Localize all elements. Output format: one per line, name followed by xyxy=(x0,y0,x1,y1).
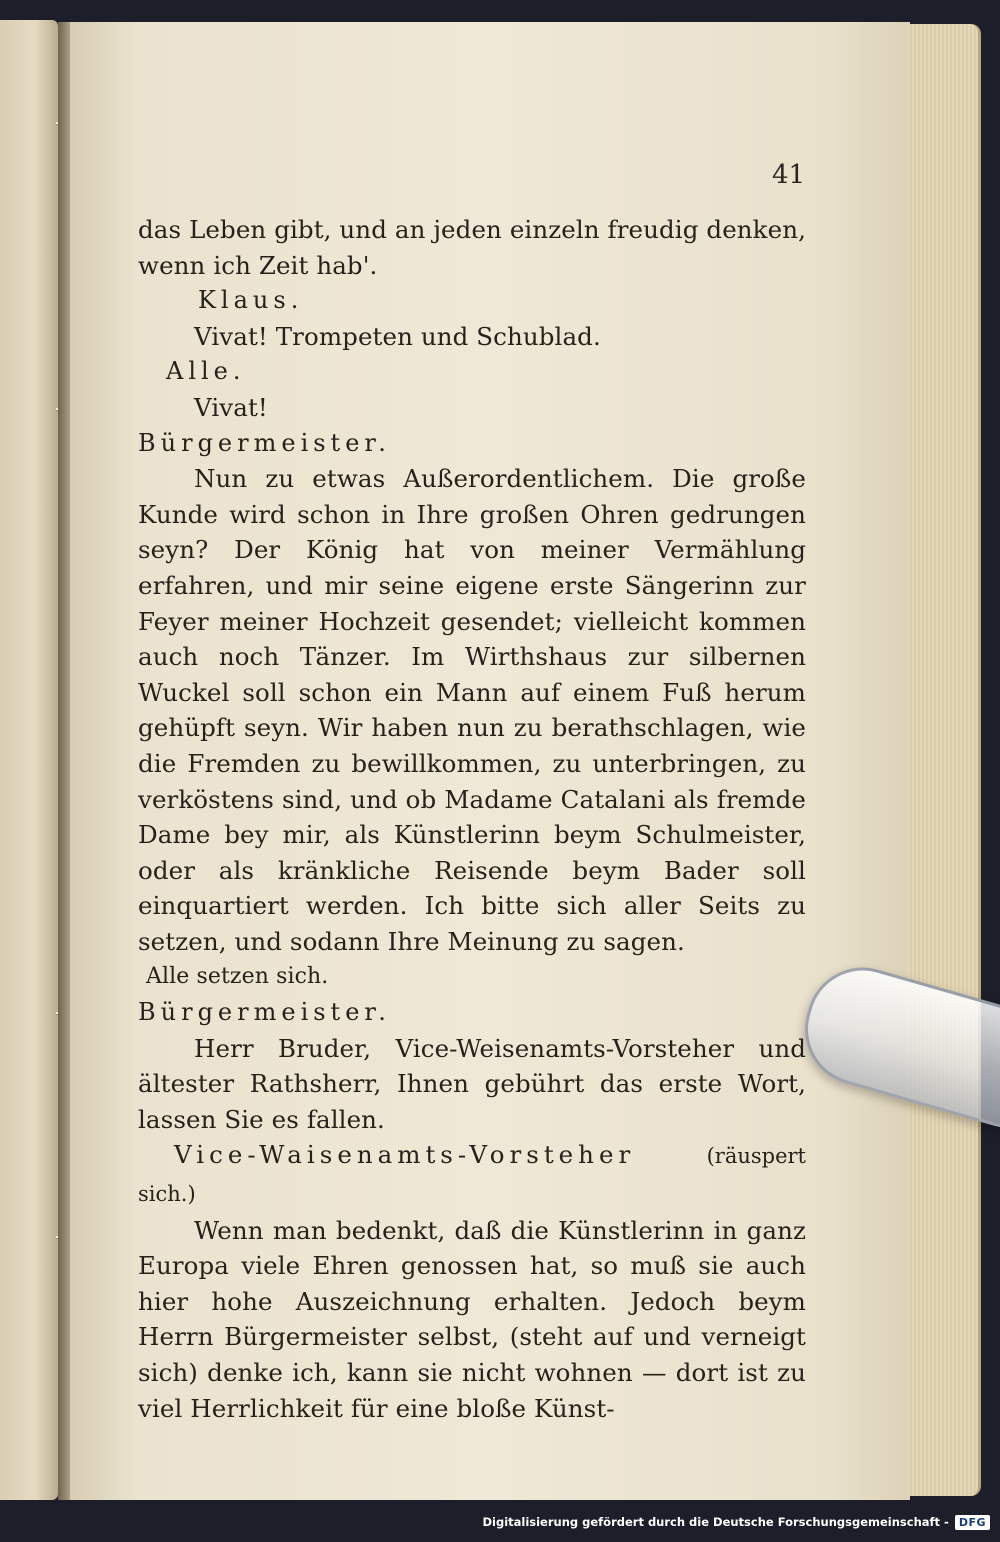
page-edges xyxy=(908,24,981,1496)
stage-direction: Alle setzen sich. xyxy=(146,964,329,990)
paragraph: Herr Bruder, Vice-Weisenamts-Vorsteher und ältester Rathsherr, Ihnen gebührt das erste Wort, lassen Sie es fallen. xyxy=(138,1033,806,1134)
paragraph: Wenn man bedenkt, daß die Künstlerinn in ganz Europa viele Ehren genossen hat, so muß sie auch hier hohe Auszeichnung erhalten. Jedoch beym Herrn Bürgermeister selbst, (steht auf und verneigt sich) denke ich, kann sie nicht wohnen — dort ist zu viel Herrlichkeit für eine bloße Künst- xyxy=(138,1215,806,1423)
paragraph: Vivat! Trompeten und Schublad. xyxy=(194,321,601,351)
left-page-edge xyxy=(0,20,58,1500)
footer-credit xyxy=(482,1505,990,1539)
stage-direction: (räuspert sich.) xyxy=(138,1144,806,1207)
dfg-logo: DFG xyxy=(955,1515,990,1530)
paragraph: Nun zu etwas Außerordentlichem. Die große Kunde wird schon in Ihre großen Ohren gedrungen seyn? Der König hat von meiner Vermählung erfahren, und mir seine eigene erste Sängerinn zur Feyer meiner Hochzeit gesendet; vielleicht kommen auch noch Tänzer. Im Wirthshaus zur silbernen Wuckel soll schon ein Mann auf einem Fuß herum gehüpft seyn. Wir haben nun zu berathschlagen, wie die Fremden zu bewillkommen, zu unterbringen, zu verköstens sind, und ob Madame Catalani als fremde Dame bey mir, als Künstlerinn beym Schulmeister, oder als kränkliche Reisende beym Bader soll einquartiert werden. Ich bitte sich aller Seits zu setzen, und sodann Ihre Meinung zu sagen. xyxy=(138,464,806,956)
speaker-line xyxy=(138,1137,806,1212)
speaker-name: Alle. xyxy=(166,357,246,386)
speaker-name: Vice-Waisenamts-Vorsteher xyxy=(174,1140,636,1170)
speaker-name: Bürgermeister. xyxy=(138,998,391,1027)
paragraph: Vivat! xyxy=(194,392,268,422)
speaker-name: Bürgermeister. xyxy=(138,428,391,457)
footer-text: Digitalisierung gefördert durch die Deutsche Forschungsgemeinschaft - xyxy=(482,1515,949,1529)
paragraph: das Leben gibt, und an jeden einzeln freudig denken, wenn ich Zeit hab'. xyxy=(138,215,806,280)
page-number: 41 xyxy=(772,160,806,190)
speaker-name: Klaus. xyxy=(198,286,304,315)
page-text xyxy=(138,212,806,1426)
